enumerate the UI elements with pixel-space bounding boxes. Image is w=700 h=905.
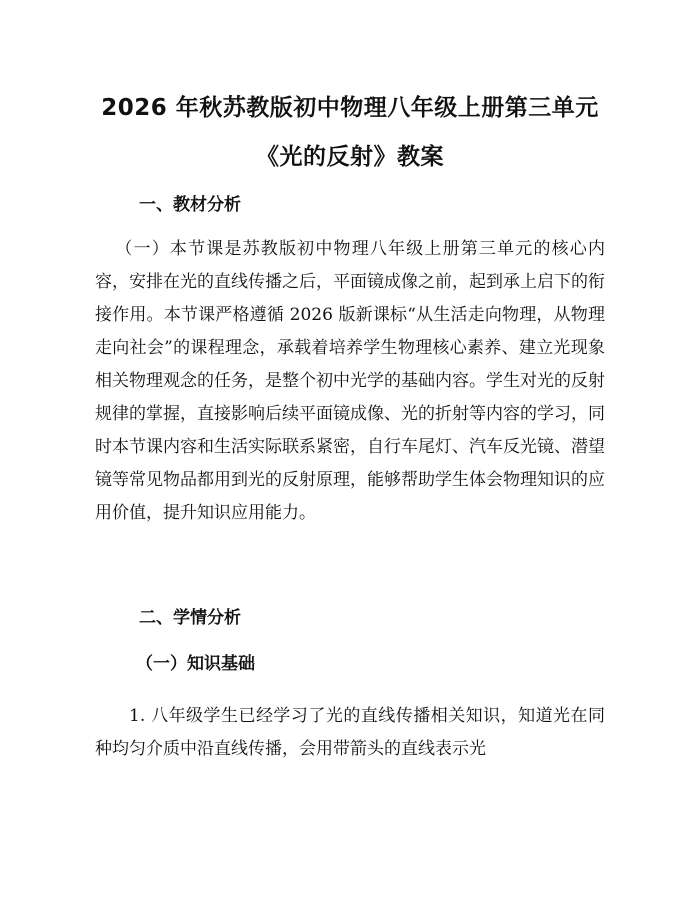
paragraph-textbook-analysis: （一）本节课是苏教版初中物理八年级上册第三单元的核心内容，安排在光的直线传播之后，平面镜成像之前，起到承上启下的衔接作用。本节课严格遵循 2026 版新课标“从生活走向物理，从物理走向社会”的课程理念，承载着培养学生物理核心素养、建立光现象相关物理观念的任务，是整个初中光学的基础内容。学生对光的反射规律的掌握，直接影响后续平面镜成像、光的折射等内容的学习，同时本节课内容和生活实际联系紧密，自行车尾灯、汽车反光镜、潜望镜等常见物品都用到光的反射原理，能够帮助学生体会物理知识的应用价值，提升知识应用能力。 [95,239,605,523]
subsection-heading-knowledge-base: （一）知识基础 [136,654,255,674]
paragraph-knowledge-base-item-1: 1. 八年级学生已经学习了光的直线传播相关知识，知道光在同种均匀介质中沿直线传播，会用带箭头的直线表示光 [95,706,605,759]
document-title: 2026 年秋苏教版初中物理八年级上册第三单元《光的反射》教案 [101,95,599,170]
section-heading-textbook-analysis: 一、教材分析 [139,195,241,215]
section-heading-learner-analysis: 二、学情分析 [139,608,241,628]
